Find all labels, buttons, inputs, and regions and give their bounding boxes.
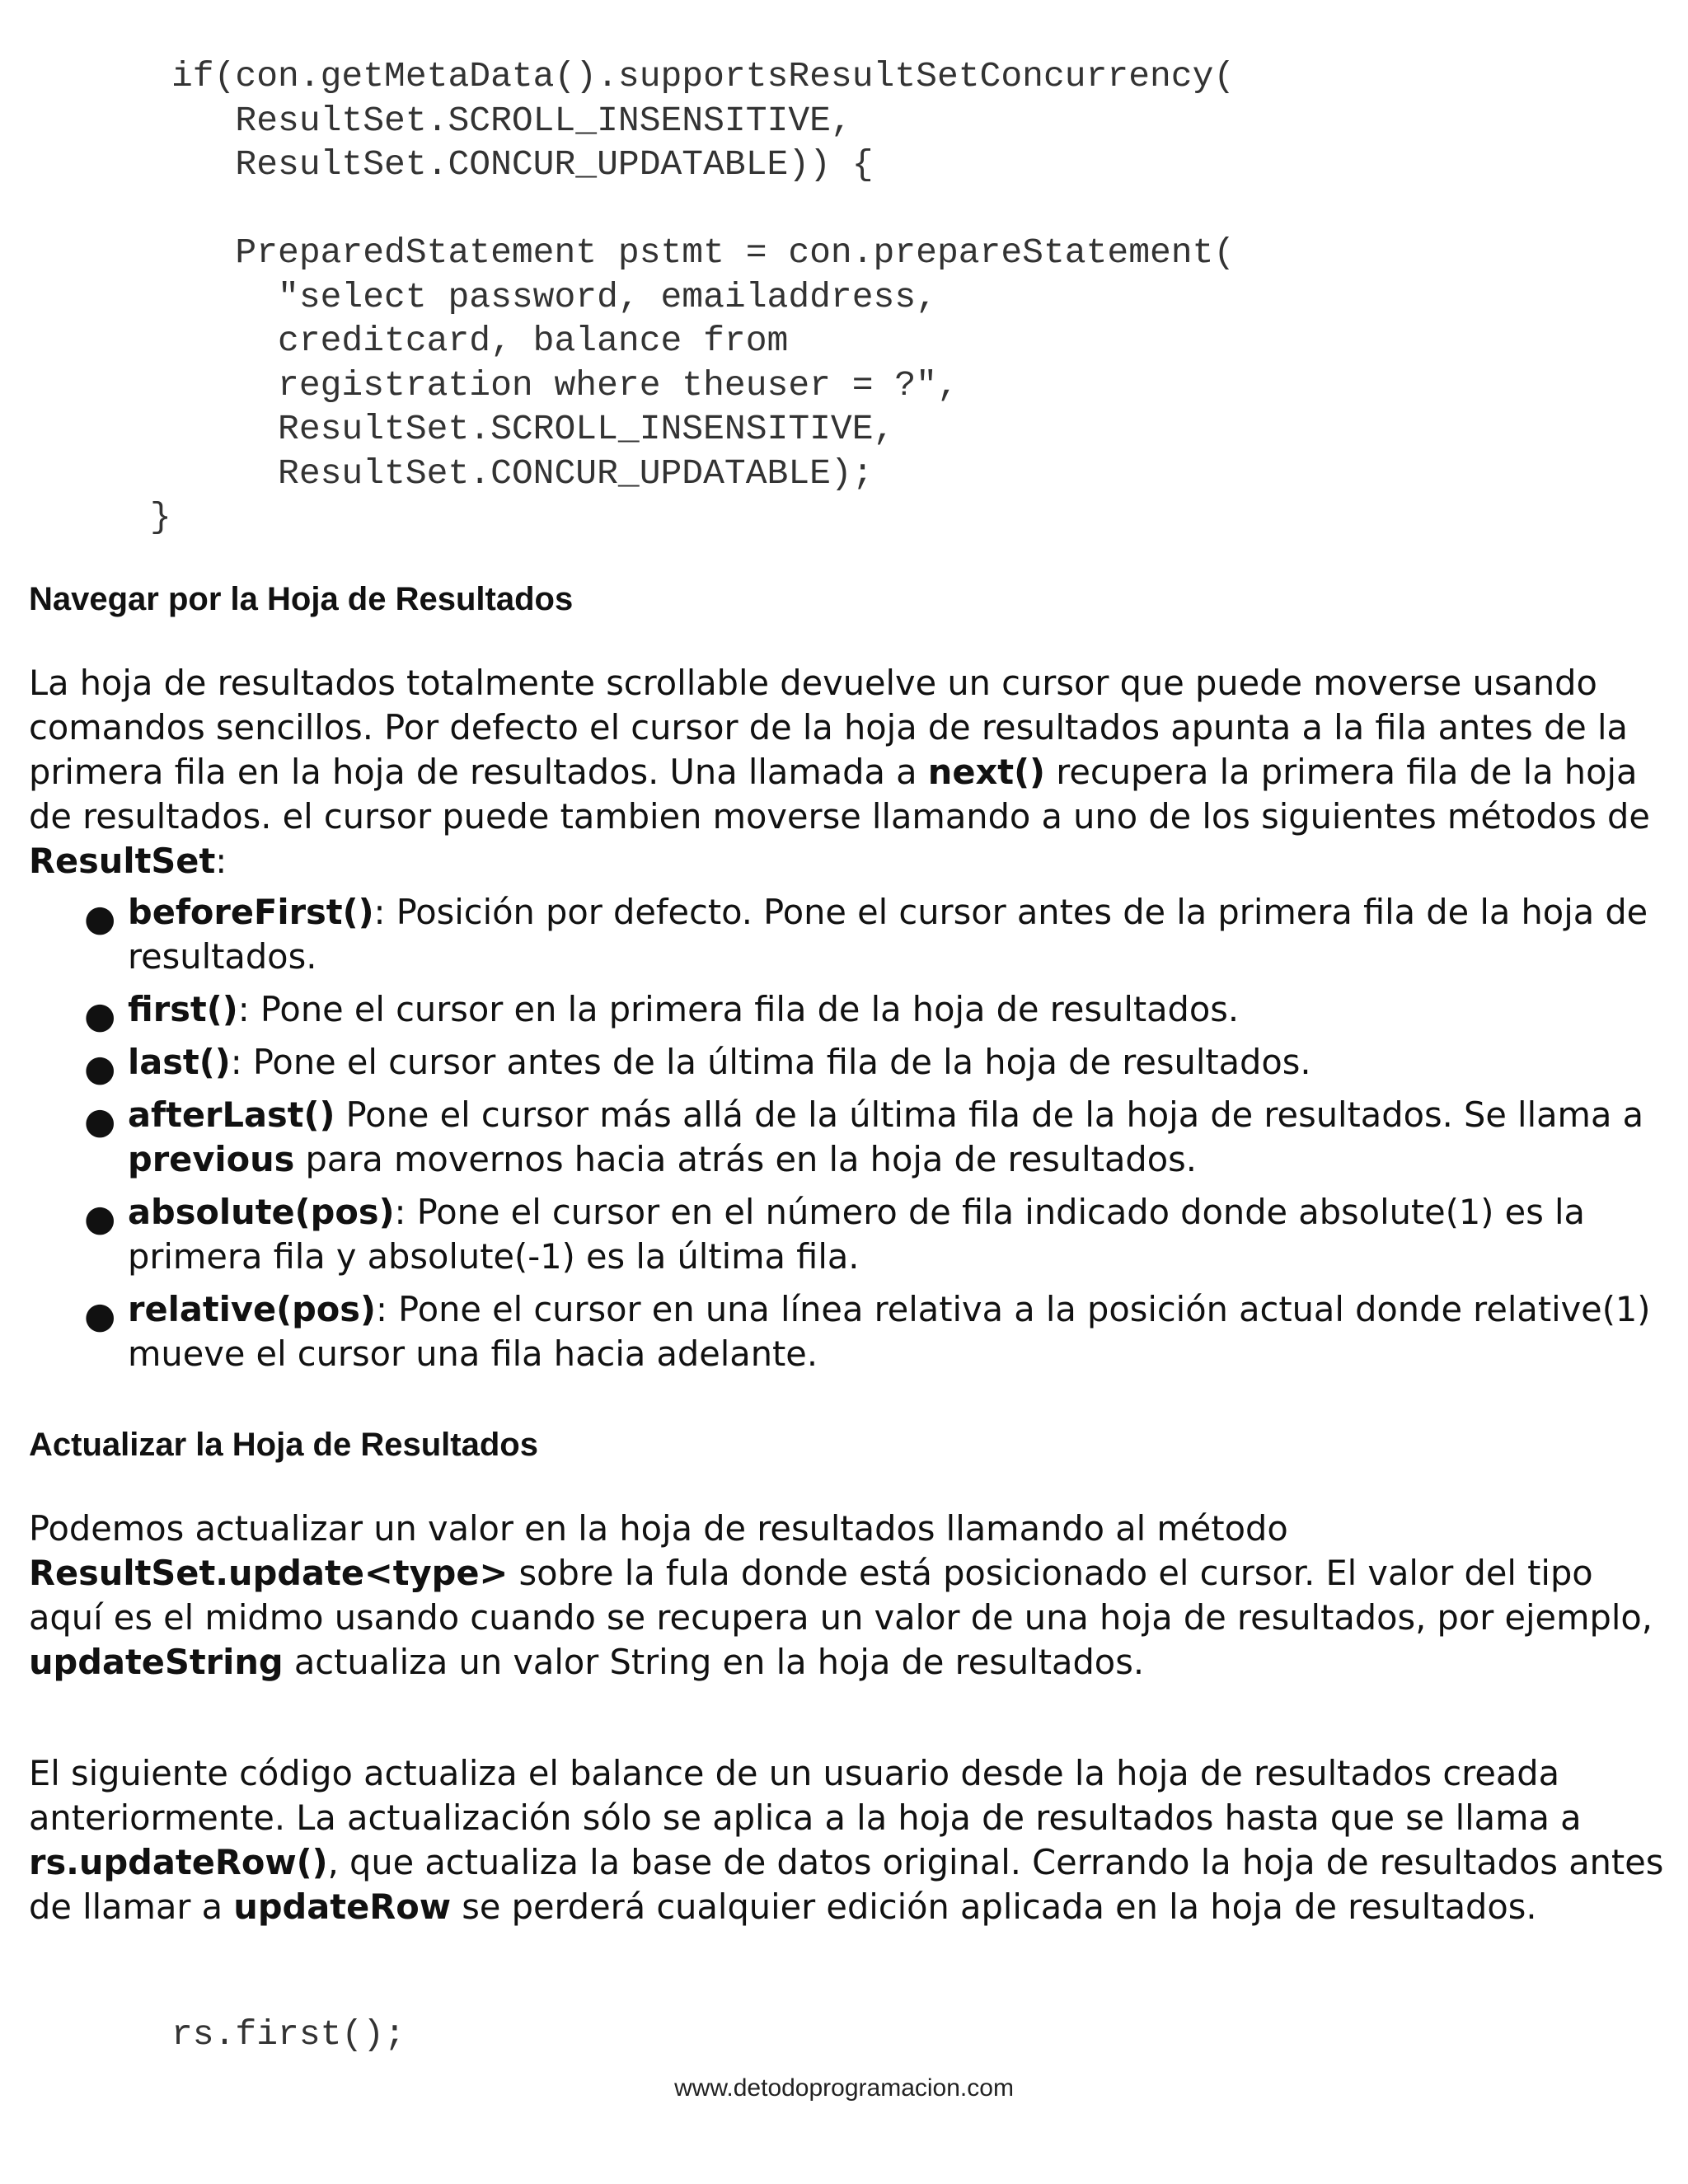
text-run: : [215, 841, 227, 881]
section-heading-actualizar: Actualizar la Hoja de Resultados [29, 1427, 538, 1463]
text-run: Podemos actualizar un valor en la hoja de resultados llamando al método [29, 1508, 1288, 1549]
method-list [82, 890, 1665, 1385]
text-run: recupera la primera fila de la hoja de resultados. el cursor puede tambien moverse llamando a uno de los siguientes métodos de [29, 752, 1650, 837]
list-item-beforefirst [82, 890, 1665, 979]
list-item-last [82, 1040, 1665, 1090]
method-name: last() [128, 1042, 231, 1082]
footer-url: www.detodoprogramacion.com [674, 2074, 1014, 2102]
method-description: : Posición por defecto. Pone el cursor antes de la primera fila de la hoja de resultados. [128, 892, 1648, 977]
text-run: sobre la fula donde está posicionado el cursor. El valor del tipo aquí es el midmo usando cuando se recupera un valor de una hoja de resultados, por ejemplo, [29, 1553, 1653, 1638]
update-row-paragraph [29, 1751, 1665, 1929]
method-description: : Pone el cursor en el número de fila indicado donde absolute(1) es la primera fila y absolute(-1) es la última fila. [128, 1192, 1585, 1277]
code-block-prepare-statement [150, 54, 1236, 540]
code-line: PreparedStatement pstmt = con.prepareStatement( [171, 232, 1236, 273]
bullet-icon: ● [84, 898, 116, 940]
list-item-afterlast [82, 1093, 1665, 1182]
method-name: relative(pos) [128, 1289, 376, 1329]
code-line: } [150, 497, 171, 537]
code-line: ResultSet.SCROLL_INSENSITIVE, [171, 100, 852, 141]
method-name: previous [128, 1139, 295, 1179]
method-name: absolute(pos) [128, 1192, 395, 1232]
code-line: if(con.getMetaData().supportsResultSetConcurrency( [171, 56, 1236, 96]
code-line [171, 187, 1235, 232]
text-run: La hoja de resultados totalmente scrollable devuelve un cursor que puede moverse usando comandos sencillos. Por defecto el cursor de la hoja de resultados apunta a la fila antes de la primera fila en la hoja de resultados. Una llamada a [29, 663, 1628, 792]
list-item-relative [82, 1287, 1665, 1376]
section-heading-navegar: Navegar por la Hoja de Resultados [29, 581, 574, 617]
code-block-rs-first [171, 2013, 406, 2057]
method-name: next() [927, 752, 1046, 792]
bullet-icon: ● [84, 1047, 116, 1090]
method-name: ResultSet.update<type> [29, 1553, 509, 1593]
bullet-icon: ● [84, 995, 116, 1037]
text-run: actualiza un valor String en la hoja de resultados. [283, 1642, 1145, 1682]
method-name: updateString [29, 1642, 284, 1682]
code-line: ResultSet.CONCUR_UPDATABLE); [171, 452, 874, 494]
class-name: ResultSet [29, 841, 216, 881]
method-name: afterLast() [128, 1094, 335, 1135]
update-paragraph [29, 1507, 1665, 1685]
text-run: , que actualiza la base de datos original. Cerrando la hoja de resultados antes de llamar a [29, 1842, 1664, 1927]
text-run: se perderá cualquier edición aplicada en la hoja de resultados. [451, 1886, 1537, 1927]
method-name: first() [128, 989, 238, 1029]
text-run: El siguiente código actualiza el balance de un usuario desde la hoja de resultados creada anteriormente. La actualización sólo se aplica a la hoja de resultados hasta que se llama a [29, 1753, 1582, 1838]
method-description: : Pone el cursor en la primera fila de la hoja de resultados. [237, 989, 1240, 1029]
method-description: Pone el cursor más allá de la última fila de la hoja de resultados. Se llama a [335, 1094, 1644, 1135]
method-description: : Pone el cursor en una línea relativa a la posición actual donde relative(1) mueve el cursor una fila hacia adelante. [128, 1289, 1651, 1374]
code-line: ResultSet.SCROLL_INSENSITIVE, [171, 409, 895, 449]
code-line: creditcard, balance from [171, 321, 789, 361]
list-item-first [82, 987, 1665, 1037]
bullet-icon: ● [84, 1100, 116, 1142]
method-name: rs.updateRow() [29, 1842, 328, 1882]
method-name: updateRow [233, 1886, 452, 1927]
code-line: "select password, emailaddress, [171, 276, 937, 317]
code-line: ResultSet.CONCUR_UPDATABLE)) { [171, 144, 874, 185]
bullet-icon: ● [84, 1197, 116, 1240]
intro-paragraph [29, 661, 1665, 883]
code-line: registration where theuser = ?", [171, 364, 959, 405]
code-line: rs.first(); [171, 2014, 406, 2055]
list-item-absolute [82, 1190, 1665, 1279]
method-name: beforeFirst() [128, 892, 374, 932]
method-description: : Pone el cursor antes de la última fila de la hoja de resultados. [230, 1042, 1311, 1082]
method-description: para movernos hacia atrás en la hoja de resultados. [294, 1139, 1197, 1179]
bullet-icon: ● [84, 1295, 116, 1337]
